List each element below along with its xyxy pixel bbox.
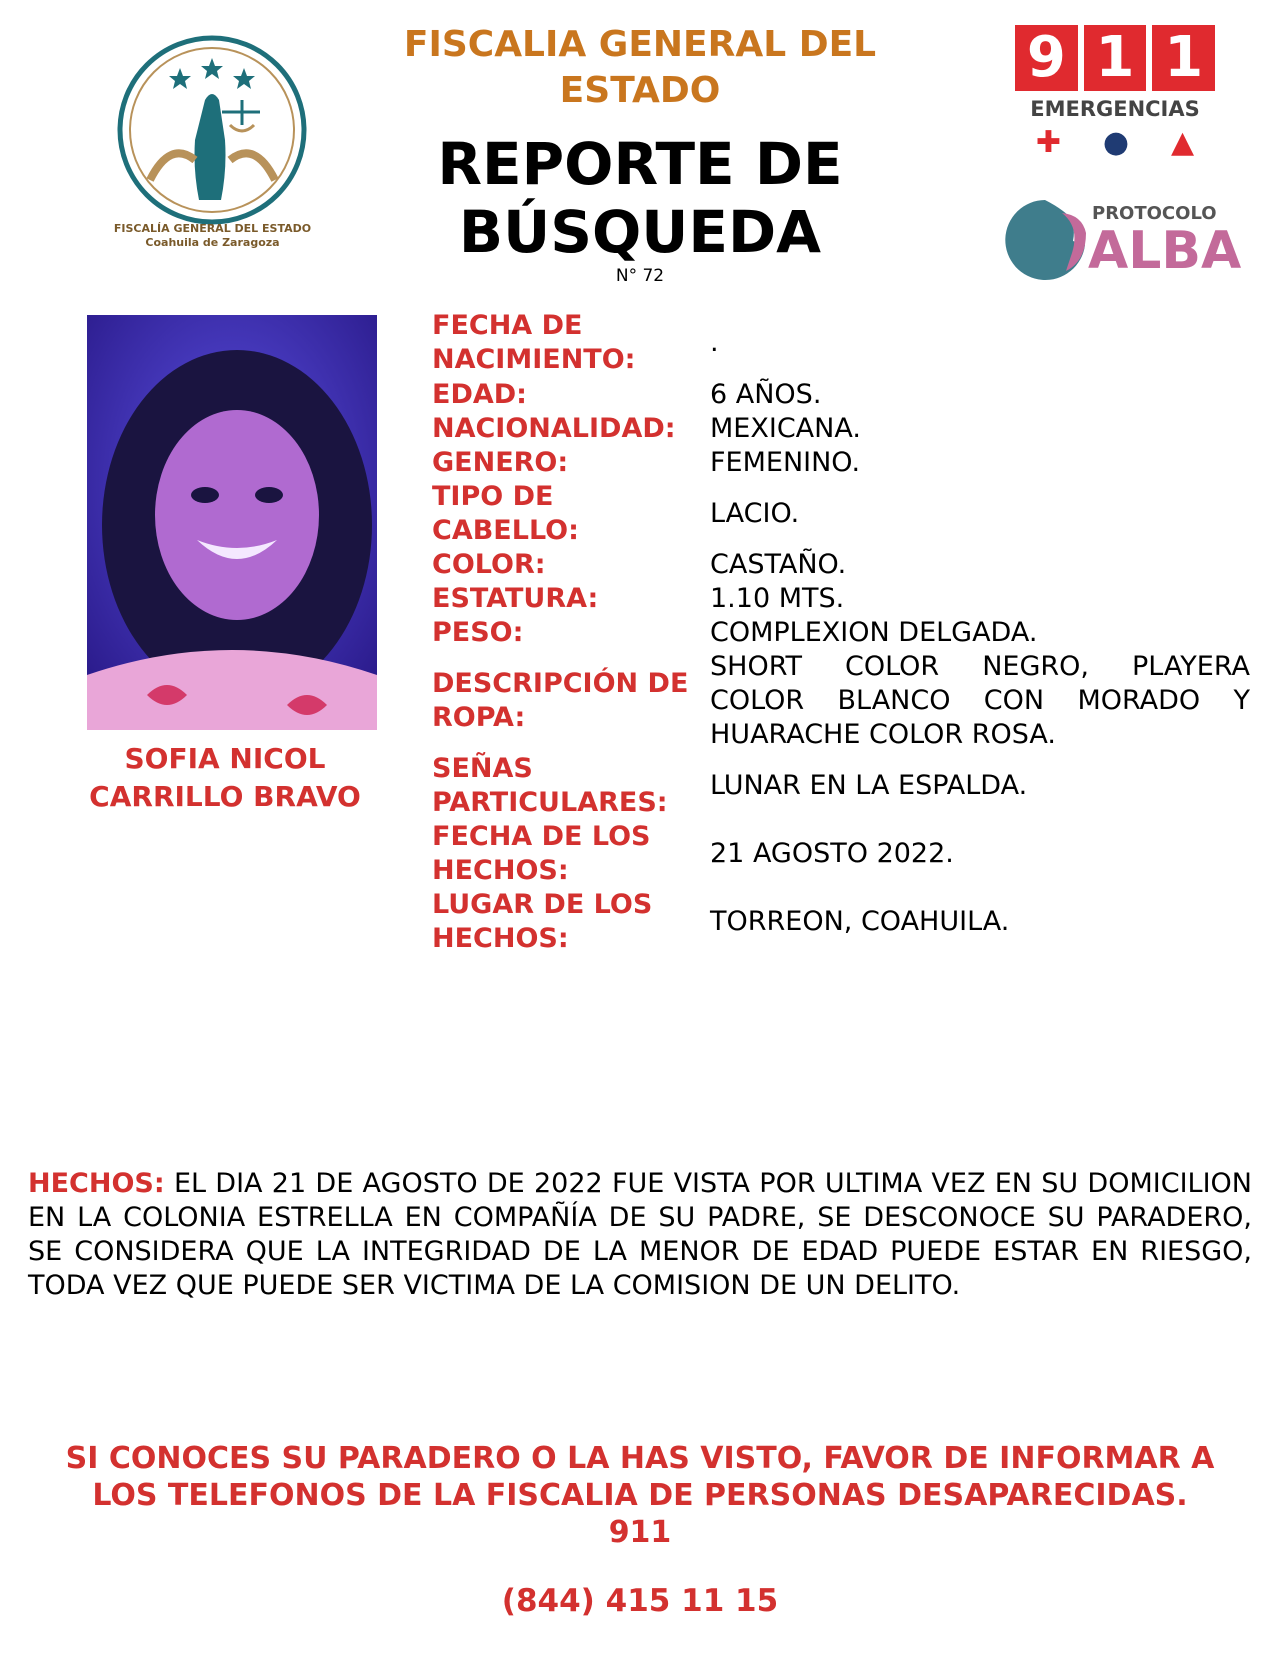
age-value: 6 AÑOS. [710,379,822,410]
height-value: 1.10 MTS. [710,583,845,614]
age-label: EDAD: [432,379,527,410]
police-cap-icon: ● [1102,125,1130,160]
digit-one-second: 1 [1152,25,1215,91]
hechos-paragraph [28,1167,1252,1303]
gender-value: FEMENINO. [710,447,861,478]
emergencias-911-logo [1015,25,1215,175]
hair-type-value: LACIO. [710,498,800,529]
event-place-label: LUGAR DE LOS HECHOS: [432,889,653,954]
clothing-label: DESCRIPCIÓN DE ROPA: [432,668,689,733]
contact-appeal [30,1440,1250,1551]
appeal-line1: SI CONOCES SU PARADERO O LA HAS VISTO, FAVOR DE INFORMAR A [65,1441,1215,1476]
color-value: CASTAÑO. [710,549,847,580]
person-name-line2: CARRILLO BRAVO [89,780,361,813]
fiscalia-caption-line2: Coahuila de Zaragoza [145,236,280,249]
digit-one: 1 [1084,25,1147,91]
agency-title: FISCALIA GENERAL DEL ESTADO [403,24,877,111]
marks-label: SEÑAS PARTICULARES: [432,753,668,818]
event-date-label: FECHA DE LOS HECHOS: [432,821,651,886]
fiscalia-logo [110,30,315,250]
hair-type-label: TIPO DE CABELLO: [432,481,579,546]
gender-label: GENERO: [432,447,569,478]
emergencias-label: EMERGENCIAS [1030,97,1200,121]
portrait-image [87,315,377,730]
nationality-value: MEXICANA. [710,413,861,444]
missing-person-photo [87,315,377,730]
event-place-value: TORREON, COAHUILA. [710,906,1010,937]
nationality-label: NACIONALIDAD: [432,413,676,444]
red-cross-icon: ✚ [1035,125,1062,160]
contact-phone: (844) 415 11 15 [501,1583,779,1619]
person-name [55,740,395,816]
fire-icon: ▲ [1170,125,1195,160]
appeal-line2: LOS TELEFONOS DE LA FISCALIA DE PERSONAS DESAPARECIDAS. [92,1478,1188,1513]
color-label: COLOR: [432,549,546,580]
fiscalia-logo-caption [95,222,330,250]
alba-top-text: PROTOCOLO [1092,203,1217,224]
clothing-value-line2: COLOR BLANCO CON MORADO Y [710,685,1250,716]
alba-main-text: ALBA [1088,221,1242,281]
weight-label: PESO: [432,617,524,648]
digit-nine: 9 [1015,25,1078,91]
report-title: REPORTE DE BÚSQUEDA [437,130,843,266]
birth-date-value: . [710,327,719,358]
person-name-line1: SOFIA NICOL [124,742,326,775]
event-date-value: 21 AGOSTO 2022. [710,838,954,869]
justice-emblem-icon [110,30,315,230]
clothing-value-line1: SHORT COLOR NEGRO, PLAYERA [710,651,1250,682]
hechos-label: HECHOS: [28,1168,165,1199]
report-number: N° 72 [615,266,665,286]
hechos-text: EL DIA 21 DE AGOSTO DE 2022 FUE VISTA POR ULTIMA VEZ EN SU DOMICILION EN LA COLONIA ESTRELLA EN COMPAÑÍA DE SU PADRE, SE DESCONOCE SU PARADERO, SE CONSIDERA QUE LA INTEGRIDAD DE LA MENOR DE EDAD PUEDE ESTAR EN RIESGO, TODA VEZ QUE PUEDE SER VICTIMA DE LA COMISION DE UN DELITO. [28,1168,1252,1301]
birth-date-label: FECHA DE NACIMIENTO: [432,310,636,375]
appeal-number: 911 [608,1515,672,1550]
marks-value: LUNAR EN LA ESPALDA. [710,770,1028,801]
alba-profile-icon [1000,195,1090,285]
weight-value: COMPLEXION DELGADA. [710,617,1038,648]
emergency-number-text [1015,25,1215,26]
clothing-value-line3: HUARACHE COLOR ROSA. [710,719,1057,750]
protocolo-alba-logo [1000,195,1242,295]
fiscalia-caption-line1: FISCALÍA GENERAL DEL ESTADO [113,222,312,235]
height-label: ESTATURA: [432,583,599,614]
